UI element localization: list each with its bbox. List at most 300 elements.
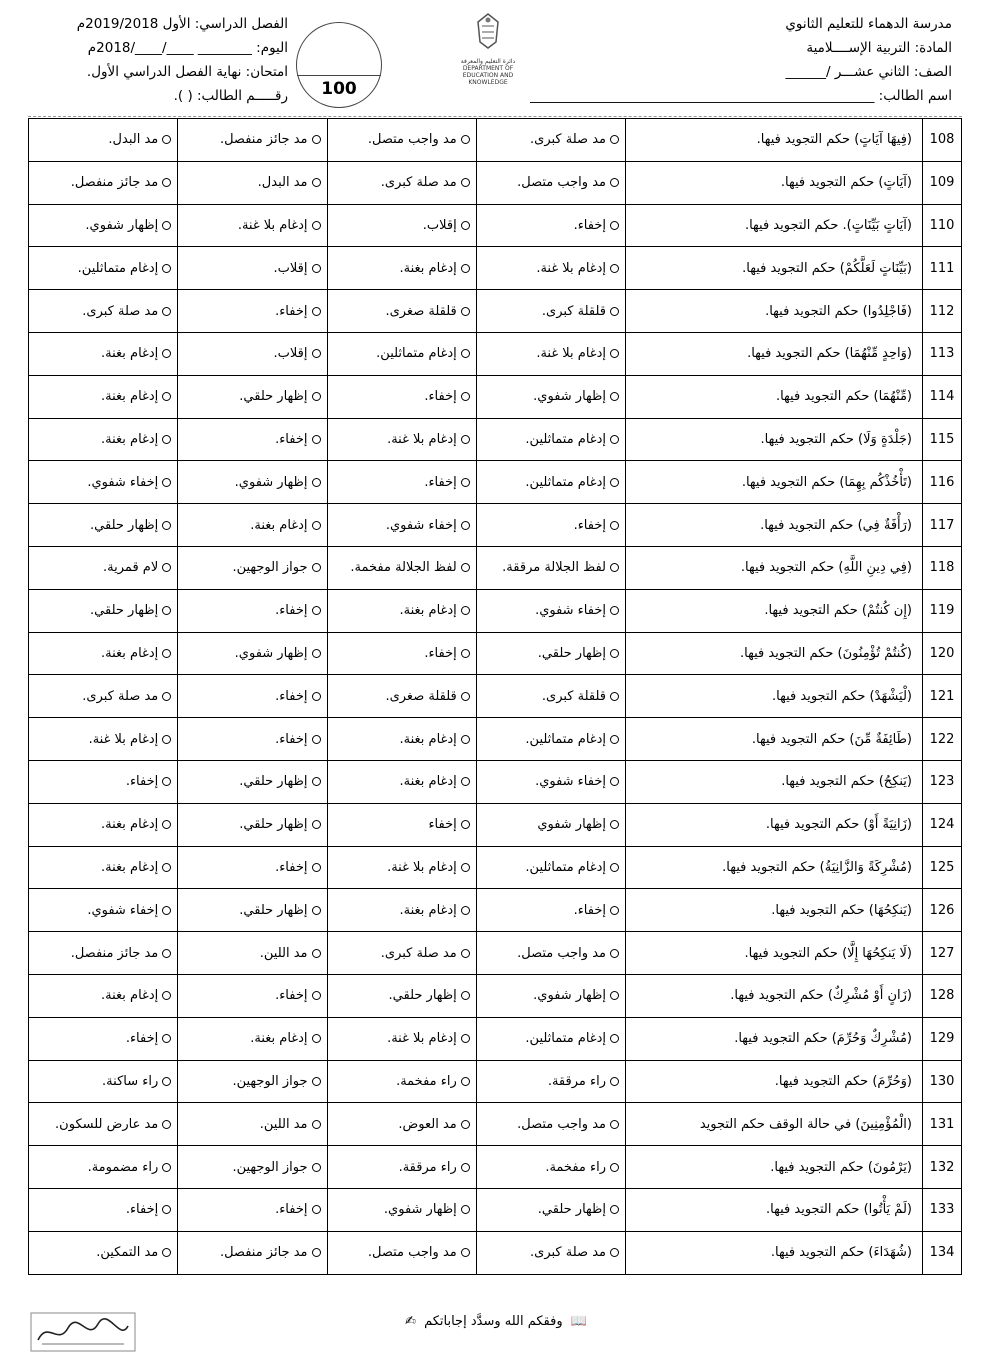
answer-option[interactable] — [29, 204, 178, 247]
answer-option[interactable] — [178, 119, 327, 162]
radio-circle-icon[interactable] — [312, 221, 321, 230]
question-text: (يَنكِحُ) حكم التجويد فيها. — [626, 760, 923, 803]
radio-circle-icon[interactable] — [312, 478, 321, 487]
answer-option[interactable] — [327, 932, 476, 975]
answer-option[interactable] — [476, 632, 625, 675]
question-text: (مُشْرِكٌ وَحُرِّمَ) حكم التجويد فيها. — [626, 1017, 923, 1060]
answer-option[interactable] — [476, 418, 625, 461]
footer-message: وفقكم الله وسدَّد إجاباتكم — [424, 1314, 563, 1329]
answer-option[interactable] — [327, 504, 476, 547]
answer-option[interactable] — [29, 1188, 178, 1231]
answer-option[interactable] — [178, 760, 327, 803]
question-number: 108 — [923, 119, 962, 162]
radio-circle-icon[interactable] — [312, 521, 321, 530]
radio-circle-icon[interactable] — [610, 435, 619, 444]
radio-circle-icon[interactable] — [162, 435, 171, 444]
radio-circle-icon[interactable] — [312, 692, 321, 701]
answer-option[interactable] — [29, 760, 178, 803]
answer-option[interactable] — [178, 504, 327, 547]
radio-circle-icon[interactable] — [162, 392, 171, 401]
answer-option[interactable] — [476, 332, 625, 375]
answer-option[interactable] — [327, 675, 476, 718]
question-number: 131 — [923, 1103, 962, 1146]
radio-circle-icon[interactable] — [461, 435, 470, 444]
radio-circle-icon[interactable] — [610, 1077, 619, 1086]
radio-circle-icon[interactable] — [610, 478, 619, 487]
answer-option[interactable] — [29, 846, 178, 889]
question-row — [29, 1017, 962, 1060]
answer-option[interactable] — [29, 1231, 178, 1274]
answer-option[interactable] — [327, 375, 476, 418]
answer-option-label: إخفاء. — [573, 217, 606, 233]
question-row — [29, 504, 962, 547]
answer-option-label: إخفاء شفوي. — [535, 774, 606, 790]
answer-option[interactable] — [476, 290, 625, 333]
answer-option[interactable] — [178, 1103, 327, 1146]
answer-option-label: إخفاء. — [424, 645, 457, 661]
question-text: (زَانٍ أَوْ مُشْرِكٌ) حكم التجويد فيها. — [626, 974, 923, 1017]
answer-option-label: راء ساكنة. — [102, 1073, 159, 1089]
answer-option[interactable] — [29, 1146, 178, 1189]
answer-option[interactable] — [29, 974, 178, 1017]
radio-circle-icon[interactable] — [162, 1248, 171, 1257]
radio-circle-icon[interactable] — [461, 1120, 470, 1129]
radio-circle-icon[interactable] — [162, 949, 171, 958]
answer-option[interactable] — [29, 119, 178, 162]
radio-circle-icon[interactable] — [461, 135, 470, 144]
answer-option[interactable] — [178, 1060, 327, 1103]
radio-circle-icon[interactable] — [312, 1248, 321, 1257]
answer-option[interactable] — [327, 119, 476, 162]
answer-option-label: إدغام متماثلين. — [525, 1031, 606, 1047]
answer-option[interactable] — [29, 161, 178, 204]
answer-option[interactable] — [29, 632, 178, 675]
radio-circle-icon[interactable] — [610, 1248, 619, 1257]
answer-option[interactable] — [476, 589, 625, 632]
answer-option[interactable] — [178, 632, 327, 675]
answer-option-label: مد عارض للسكون. — [55, 1116, 159, 1132]
answer-option[interactable] — [29, 675, 178, 718]
radio-circle-icon[interactable] — [162, 135, 171, 144]
answer-option[interactable] — [476, 1060, 625, 1103]
answer-option[interactable] — [178, 589, 327, 632]
answer-option[interactable] — [29, 418, 178, 461]
answer-option-label: إخفاء. — [275, 1202, 308, 1218]
answer-option[interactable] — [178, 418, 327, 461]
subject-label: المادة: التربية الإســــلامية — [806, 40, 952, 56]
radio-circle-icon[interactable] — [610, 606, 619, 615]
radio-circle-icon[interactable] — [461, 563, 470, 572]
radio-circle-icon[interactable] — [610, 649, 619, 658]
answer-option[interactable] — [327, 290, 476, 333]
answer-option[interactable] — [178, 803, 327, 846]
answer-option[interactable] — [476, 760, 625, 803]
answer-option-label: جواز الوجهين. — [232, 1073, 308, 1089]
answer-option[interactable] — [178, 1017, 327, 1060]
answer-option[interactable] — [178, 204, 327, 247]
answer-option[interactable] — [29, 461, 178, 504]
answer-option[interactable] — [178, 1146, 327, 1189]
answer-option[interactable] — [476, 1231, 625, 1274]
answer-option[interactable] — [178, 290, 327, 333]
answer-option-label: إظهار حلقي. — [239, 389, 308, 405]
answer-option[interactable] — [327, 546, 476, 589]
radio-circle-icon[interactable] — [312, 435, 321, 444]
answer-option-label: إظهار حلقي. — [388, 988, 457, 1004]
answer-option[interactable] — [178, 161, 327, 204]
radio-circle-icon[interactable] — [461, 1163, 470, 1172]
radio-circle-icon[interactable] — [312, 906, 321, 915]
semester-label: الفصل الدراسي: الأول 2019/2018م — [76, 16, 288, 32]
radio-circle-icon[interactable] — [610, 991, 619, 1000]
radio-circle-icon[interactable] — [162, 1120, 171, 1129]
radio-circle-icon[interactable] — [461, 1034, 470, 1043]
radio-circle-icon[interactable] — [610, 135, 619, 144]
answer-option-label: إدغام بغنة. — [100, 431, 159, 447]
question-number: 117 — [923, 504, 962, 547]
question-row — [29, 161, 962, 204]
answer-option[interactable] — [178, 1188, 327, 1231]
answer-option[interactable] — [29, 1017, 178, 1060]
answer-option[interactable] — [476, 1146, 625, 1189]
answer-option[interactable] — [327, 889, 476, 932]
answer-option[interactable] — [476, 204, 625, 247]
answer-option-label: مد صلة كبرى. — [380, 945, 457, 961]
answer-option-label: إظهار حلقي. — [537, 645, 606, 661]
question-text: (رَأْفَةٌ فِي) حكم التجويد فيها. — [626, 504, 923, 547]
answer-option-label: لفظ الجلالة مرققة. — [502, 560, 606, 576]
radio-circle-icon[interactable] — [461, 349, 470, 358]
radio-circle-icon[interactable] — [461, 264, 470, 273]
radio-circle-icon[interactable] — [162, 307, 171, 316]
answer-option[interactable] — [327, 461, 476, 504]
student-number-field[interactable]: رقـــــم الطالب: ( ). — [173, 88, 288, 104]
radio-circle-icon[interactable] — [610, 906, 619, 915]
radio-circle-icon[interactable] — [312, 1120, 321, 1129]
radio-circle-icon[interactable] — [162, 349, 171, 358]
student-name-field[interactable]: اسم الطالب: ___________________________________________________ — [530, 88, 952, 104]
radio-circle-icon[interactable] — [162, 1163, 171, 1172]
answer-option-label: قلقلة صغرى. — [385, 688, 457, 704]
radio-circle-icon[interactable] — [312, 563, 321, 572]
answer-option[interactable] — [327, 247, 476, 290]
answer-option[interactable] — [476, 161, 625, 204]
radio-circle-icon[interactable] — [461, 949, 470, 958]
answer-option[interactable] — [29, 589, 178, 632]
date-field[interactable]: اليوم: ________ ____/____/2018م — [87, 40, 288, 56]
answer-option[interactable] — [327, 1017, 476, 1060]
radio-circle-icon[interactable] — [461, 478, 470, 487]
answer-option-label: لفظ الجلالة مفخمة. — [350, 560, 457, 576]
radio-circle-icon[interactable] — [610, 264, 619, 273]
radio-circle-icon[interactable] — [312, 178, 321, 187]
radio-circle-icon[interactable] — [162, 863, 171, 872]
answer-option-label: راء مفخمة. — [545, 1159, 606, 1175]
answer-option[interactable] — [476, 974, 625, 1017]
radio-circle-icon[interactable] — [610, 820, 619, 829]
radio-circle-icon[interactable] — [162, 777, 171, 786]
question-text: (لَا يَنكِحُهَا إِلَّا) حكم التجويد فيها. — [626, 932, 923, 975]
answer-option-label: إدغام بغنة. — [250, 517, 308, 533]
radio-circle-icon[interactable] — [312, 949, 321, 958]
radio-circle-icon[interactable] — [461, 777, 470, 786]
radio-circle-icon[interactable] — [312, 863, 321, 872]
radio-circle-icon[interactable] — [610, 1205, 619, 1214]
answer-option[interactable] — [476, 675, 625, 718]
question-number: 129 — [923, 1017, 962, 1060]
answer-option[interactable] — [178, 1231, 327, 1274]
question-number: 110 — [923, 204, 962, 247]
answer-option[interactable] — [29, 1060, 178, 1103]
question-text: (بَيِّنَاتٍ لَعَلَّكُمْ) حكم التجويد فيها. — [626, 247, 923, 290]
radio-circle-icon[interactable] — [461, 906, 470, 915]
radio-circle-icon[interactable] — [312, 264, 321, 273]
radio-circle-icon[interactable] — [610, 307, 619, 316]
radio-circle-icon[interactable] — [610, 392, 619, 401]
answer-option[interactable] — [327, 803, 476, 846]
answer-option[interactable] — [327, 1231, 476, 1274]
radio-circle-icon[interactable] — [162, 606, 171, 615]
answer-option-label: إظهار حلقي. — [239, 817, 308, 833]
answer-option[interactable] — [178, 247, 327, 290]
answer-option[interactable] — [29, 332, 178, 375]
answer-option-label: إظهار حلقي. — [239, 902, 308, 918]
grade-label: الصف: الثاني عشـــر /______ — [785, 64, 952, 80]
radio-circle-icon[interactable] — [610, 949, 619, 958]
answer-option-label: إخفاء شفوي. — [87, 474, 159, 490]
radio-circle-icon[interactable] — [312, 1034, 321, 1043]
answer-option[interactable] — [29, 504, 178, 547]
radio-circle-icon[interactable] — [162, 478, 171, 487]
answer-option[interactable] — [178, 675, 327, 718]
radio-circle-icon[interactable] — [162, 521, 171, 530]
radio-circle-icon[interactable] — [162, 563, 171, 572]
answer-option[interactable] — [178, 461, 327, 504]
radio-circle-icon[interactable] — [610, 178, 619, 187]
radio-circle-icon[interactable] — [461, 1248, 470, 1257]
radio-circle-icon[interactable] — [610, 863, 619, 872]
radio-circle-icon[interactable] — [162, 991, 171, 1000]
answer-option[interactable] — [327, 161, 476, 204]
answer-option[interactable] — [327, 974, 476, 1017]
answer-option[interactable] — [327, 846, 476, 889]
question-text: (مِّنْهُمَا) حكم التجويد فيها. — [626, 375, 923, 418]
answer-option[interactable] — [476, 546, 625, 589]
radio-circle-icon[interactable] — [162, 264, 171, 273]
logo-text-ar: دائرة التعليم والمعرفة — [460, 58, 516, 65]
answer-option[interactable] — [178, 974, 327, 1017]
answer-option[interactable] — [476, 1103, 625, 1146]
question-row — [29, 974, 962, 1017]
radio-circle-icon[interactable] — [312, 349, 321, 358]
answer-option[interactable] — [327, 1060, 476, 1103]
answer-option-label: إظهار حلقي. — [90, 517, 159, 533]
answer-option[interactable] — [178, 375, 327, 418]
answer-option-label: إقلاب. — [273, 260, 308, 276]
answer-option[interactable] — [327, 589, 476, 632]
answer-option[interactable] — [178, 332, 327, 375]
answer-option[interactable] — [178, 846, 327, 889]
radio-circle-icon[interactable] — [610, 563, 619, 572]
answer-option[interactable] — [178, 889, 327, 932]
answer-option[interactable] — [476, 803, 625, 846]
radio-circle-icon[interactable] — [610, 1034, 619, 1043]
answer-option[interactable] — [29, 247, 178, 290]
radio-circle-icon[interactable] — [610, 221, 619, 230]
answer-option[interactable] — [327, 204, 476, 247]
answer-option-label: مد اللين. — [259, 945, 308, 961]
answer-option[interactable] — [476, 1017, 625, 1060]
answer-option[interactable] — [476, 718, 625, 761]
answer-option-label: مد صلة كبرى. — [380, 175, 457, 191]
emblem-icon — [468, 12, 508, 54]
answer-option-label: إدغام متماثلين. — [77, 260, 159, 276]
answer-option[interactable] — [476, 504, 625, 547]
radio-circle-icon[interactable] — [312, 606, 321, 615]
radio-circle-icon[interactable] — [312, 307, 321, 316]
radio-circle-icon[interactable] — [312, 735, 321, 744]
answer-option[interactable] — [178, 718, 327, 761]
answer-option[interactable] — [327, 760, 476, 803]
question-text: (طَائِفَةٌ مِّنَ) حكم التجويد فيها. — [626, 718, 923, 761]
answer-option[interactable] — [476, 461, 625, 504]
answer-option-label: إخفاء. — [125, 774, 159, 790]
answer-option[interactable] — [476, 889, 625, 932]
radio-circle-icon[interactable] — [610, 735, 619, 744]
answer-option[interactable] — [327, 632, 476, 675]
answer-option[interactable] — [29, 932, 178, 975]
answer-option[interactable] — [327, 1188, 476, 1231]
answer-option-label: إدغام متماثلين. — [525, 859, 606, 875]
radio-circle-icon[interactable] — [610, 521, 619, 530]
radio-circle-icon[interactable] — [461, 991, 470, 1000]
answer-option[interactable] — [476, 375, 625, 418]
answer-option-label: مد جائز منفصل. — [219, 132, 308, 148]
radio-circle-icon[interactable] — [461, 606, 470, 615]
radio-circle-icon[interactable] — [461, 221, 470, 230]
question-text: (جَلْدَةٍ وَلَا) حكم التجويد فيها. — [626, 418, 923, 461]
radio-circle-icon[interactable] — [461, 820, 470, 829]
radio-circle-icon[interactable] — [312, 649, 321, 658]
answer-option[interactable] — [29, 803, 178, 846]
radio-circle-icon[interactable] — [461, 521, 470, 530]
answer-option[interactable] — [178, 546, 327, 589]
radio-circle-icon[interactable] — [610, 1120, 619, 1129]
radio-circle-icon[interactable] — [461, 178, 470, 187]
radio-circle-icon[interactable] — [312, 991, 321, 1000]
answer-option-label: إخفاء. — [125, 1031, 159, 1047]
radio-circle-icon[interactable] — [610, 349, 619, 358]
answer-option[interactable] — [29, 1103, 178, 1146]
radio-circle-icon[interactable] — [312, 1077, 321, 1086]
answer-option[interactable] — [29, 889, 178, 932]
question-text: (زَانِيَةً أَوْ) حكم التجويد فيها. — [626, 803, 923, 846]
answer-option[interactable] — [476, 1188, 625, 1231]
question-number: 133 — [923, 1188, 962, 1231]
radio-circle-icon[interactable] — [610, 1163, 619, 1172]
radio-circle-icon[interactable] — [461, 649, 470, 658]
radio-circle-icon[interactable] — [162, 820, 171, 829]
answer-option-label: إظهار شفوي — [537, 817, 606, 833]
question-row — [29, 675, 962, 718]
radio-circle-icon[interactable] — [610, 692, 619, 701]
header-school-info — [530, 12, 952, 108]
radio-circle-icon[interactable] — [461, 1077, 470, 1086]
radio-circle-icon[interactable] — [162, 1034, 171, 1043]
radio-circle-icon[interactable] — [312, 820, 321, 829]
answer-option[interactable] — [476, 119, 625, 162]
radio-circle-icon[interactable] — [461, 735, 470, 744]
radio-circle-icon[interactable] — [162, 1205, 171, 1214]
answer-option[interactable] — [327, 718, 476, 761]
question-text: (تَأْخُذْكُم بِهِمَا) حكم التجويد فيها. — [626, 461, 923, 504]
question-number: 114 — [923, 375, 962, 418]
radio-circle-icon[interactable] — [461, 307, 470, 316]
exam-header — [28, 12, 962, 112]
question-text: (لْيَشْهَدْ) حكم التجويد فيها. — [626, 675, 923, 718]
radio-circle-icon[interactable] — [610, 777, 619, 786]
answer-option[interactable] — [327, 332, 476, 375]
answer-option[interactable] — [29, 718, 178, 761]
question-number: 132 — [923, 1146, 962, 1189]
signature-stamp — [30, 1312, 136, 1352]
radio-circle-icon[interactable] — [312, 135, 321, 144]
answer-option-label: إدغام متماثلين. — [376, 346, 457, 362]
question-number: 121 — [923, 675, 962, 718]
answer-option-label: راء مرققة. — [547, 1073, 606, 1089]
answer-option[interactable] — [178, 932, 327, 975]
answer-option-label: إخفاء. — [573, 902, 606, 918]
question-row — [29, 589, 962, 632]
radio-circle-icon[interactable] — [312, 1163, 321, 1172]
answer-option[interactable] — [476, 846, 625, 889]
answer-option-label: مد صلة كبرى. — [530, 132, 606, 148]
radio-circle-icon[interactable] — [461, 392, 470, 401]
answer-option[interactable] — [476, 247, 625, 290]
answer-option[interactable] — [29, 375, 178, 418]
answer-option-label: مد البدل. — [108, 132, 159, 148]
radio-circle-icon[interactable] — [312, 777, 321, 786]
answer-option[interactable] — [29, 290, 178, 333]
answer-option[interactable] — [476, 932, 625, 975]
question-number: 113 — [923, 332, 962, 375]
answer-option[interactable] — [29, 546, 178, 589]
answer-option-label: إخفاء شفوي. — [535, 603, 606, 619]
answer-option[interactable] — [327, 1146, 476, 1189]
answer-option[interactable] — [327, 1103, 476, 1146]
radio-circle-icon[interactable] — [312, 392, 321, 401]
radio-circle-icon[interactable] — [162, 692, 171, 701]
answer-option-label: مد واجب متصل. — [367, 132, 457, 148]
question-row — [29, 718, 962, 761]
radio-circle-icon[interactable] — [162, 221, 171, 230]
radio-circle-icon[interactable] — [162, 906, 171, 915]
answer-option-label: مد التمكين. — [96, 1245, 159, 1261]
question-text: (وَحُرِّمَ) حكم التجويد فيها. — [626, 1060, 923, 1103]
radio-circle-icon[interactable] — [162, 649, 171, 658]
radio-circle-icon[interactable] — [162, 178, 171, 187]
answer-option[interactable] — [327, 418, 476, 461]
radio-circle-icon[interactable] — [461, 1205, 470, 1214]
answer-option-label: إظهار شفوي. — [85, 217, 159, 233]
radio-circle-icon[interactable] — [312, 1205, 321, 1214]
question-row — [29, 1060, 962, 1103]
radio-circle-icon[interactable] — [162, 1077, 171, 1086]
question-row — [29, 461, 962, 504]
radio-circle-icon[interactable] — [461, 863, 470, 872]
radio-circle-icon[interactable] — [162, 735, 171, 744]
radio-circle-icon[interactable] — [461, 692, 470, 701]
